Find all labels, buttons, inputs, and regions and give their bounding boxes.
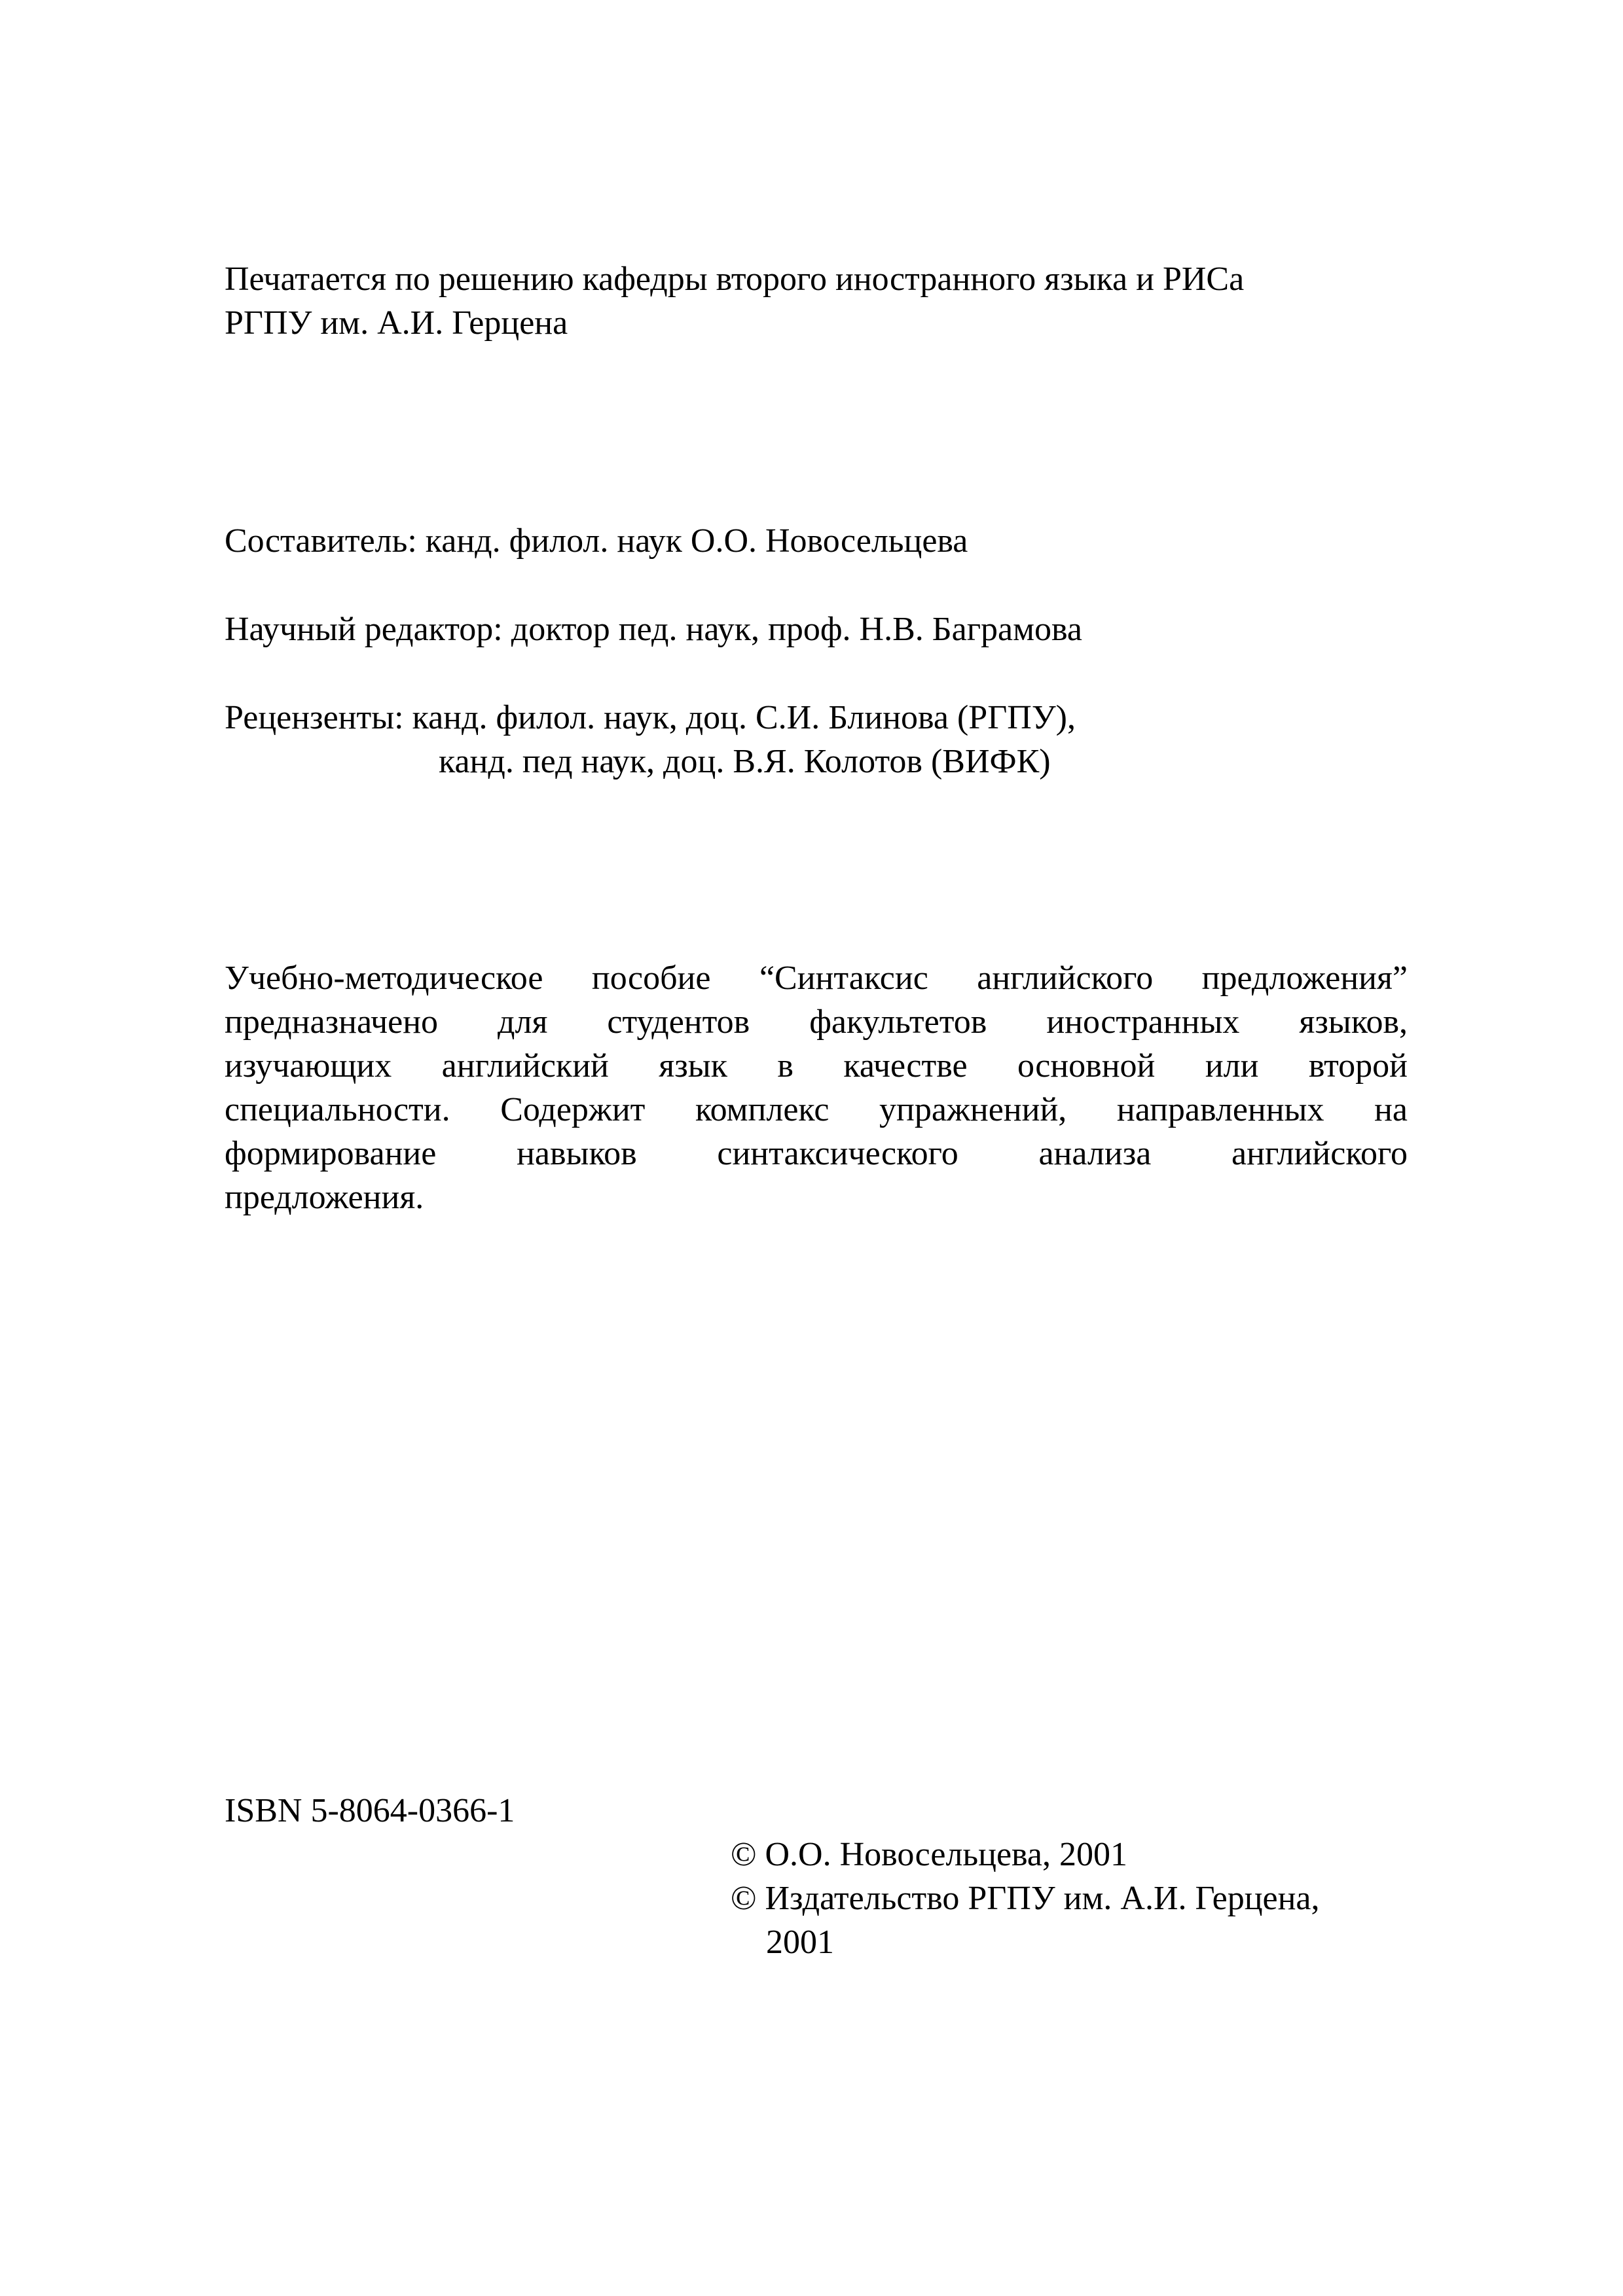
copyright-author: © О.О. Новосельцева, 2001: [731, 1836, 1127, 1873]
annotation-line: Учебно-методическое пособие “Синтаксис английского предложения”: [225, 960, 1408, 997]
imprint-line-2: РГПУ им. А.И. Герцена: [225, 304, 568, 342]
copyright-publisher-year: 2001: [766, 1924, 834, 1961]
annotation-line: формирование навыков синтаксического анализа английского: [225, 1135, 1408, 1172]
annotation-line: изучающих английский язык в качестве основной или второй: [225, 1047, 1408, 1085]
annotation-paragraph: [225, 956, 1408, 1219]
reviewers-line-2: канд. пед наук, доц. В.Я. Колотов (ВИФК): [439, 743, 1051, 780]
annotation-line: предложения.: [225, 1179, 424, 1216]
editor-credit: Научный редактор: доктор пед. наук, проф. Н.В. Баграмова: [225, 611, 1082, 648]
annotation-line: специальности. Содержит комплекс упражнений, направленных на: [225, 1091, 1408, 1128]
reviewers-line-1: Рецензенты: канд. филол. наук, доц. С.И. Блинова (РГПУ),: [225, 699, 1076, 736]
compiler-credit: Составитель: канд. филол. наук О.О. Новосельцева: [225, 522, 968, 560]
annotation-line: предназначено для студентов факультетов иностранных языков,: [225, 1003, 1408, 1041]
copyright-publisher: © Издательство РГПУ им. А.И. Герцена,: [731, 1880, 1320, 1917]
isbn: ISBN 5-8064-0366-1: [225, 1792, 515, 1829]
imprint-line-1: Печатается по решению кафедры второго иностранного языка и РИСа: [225, 260, 1245, 298]
